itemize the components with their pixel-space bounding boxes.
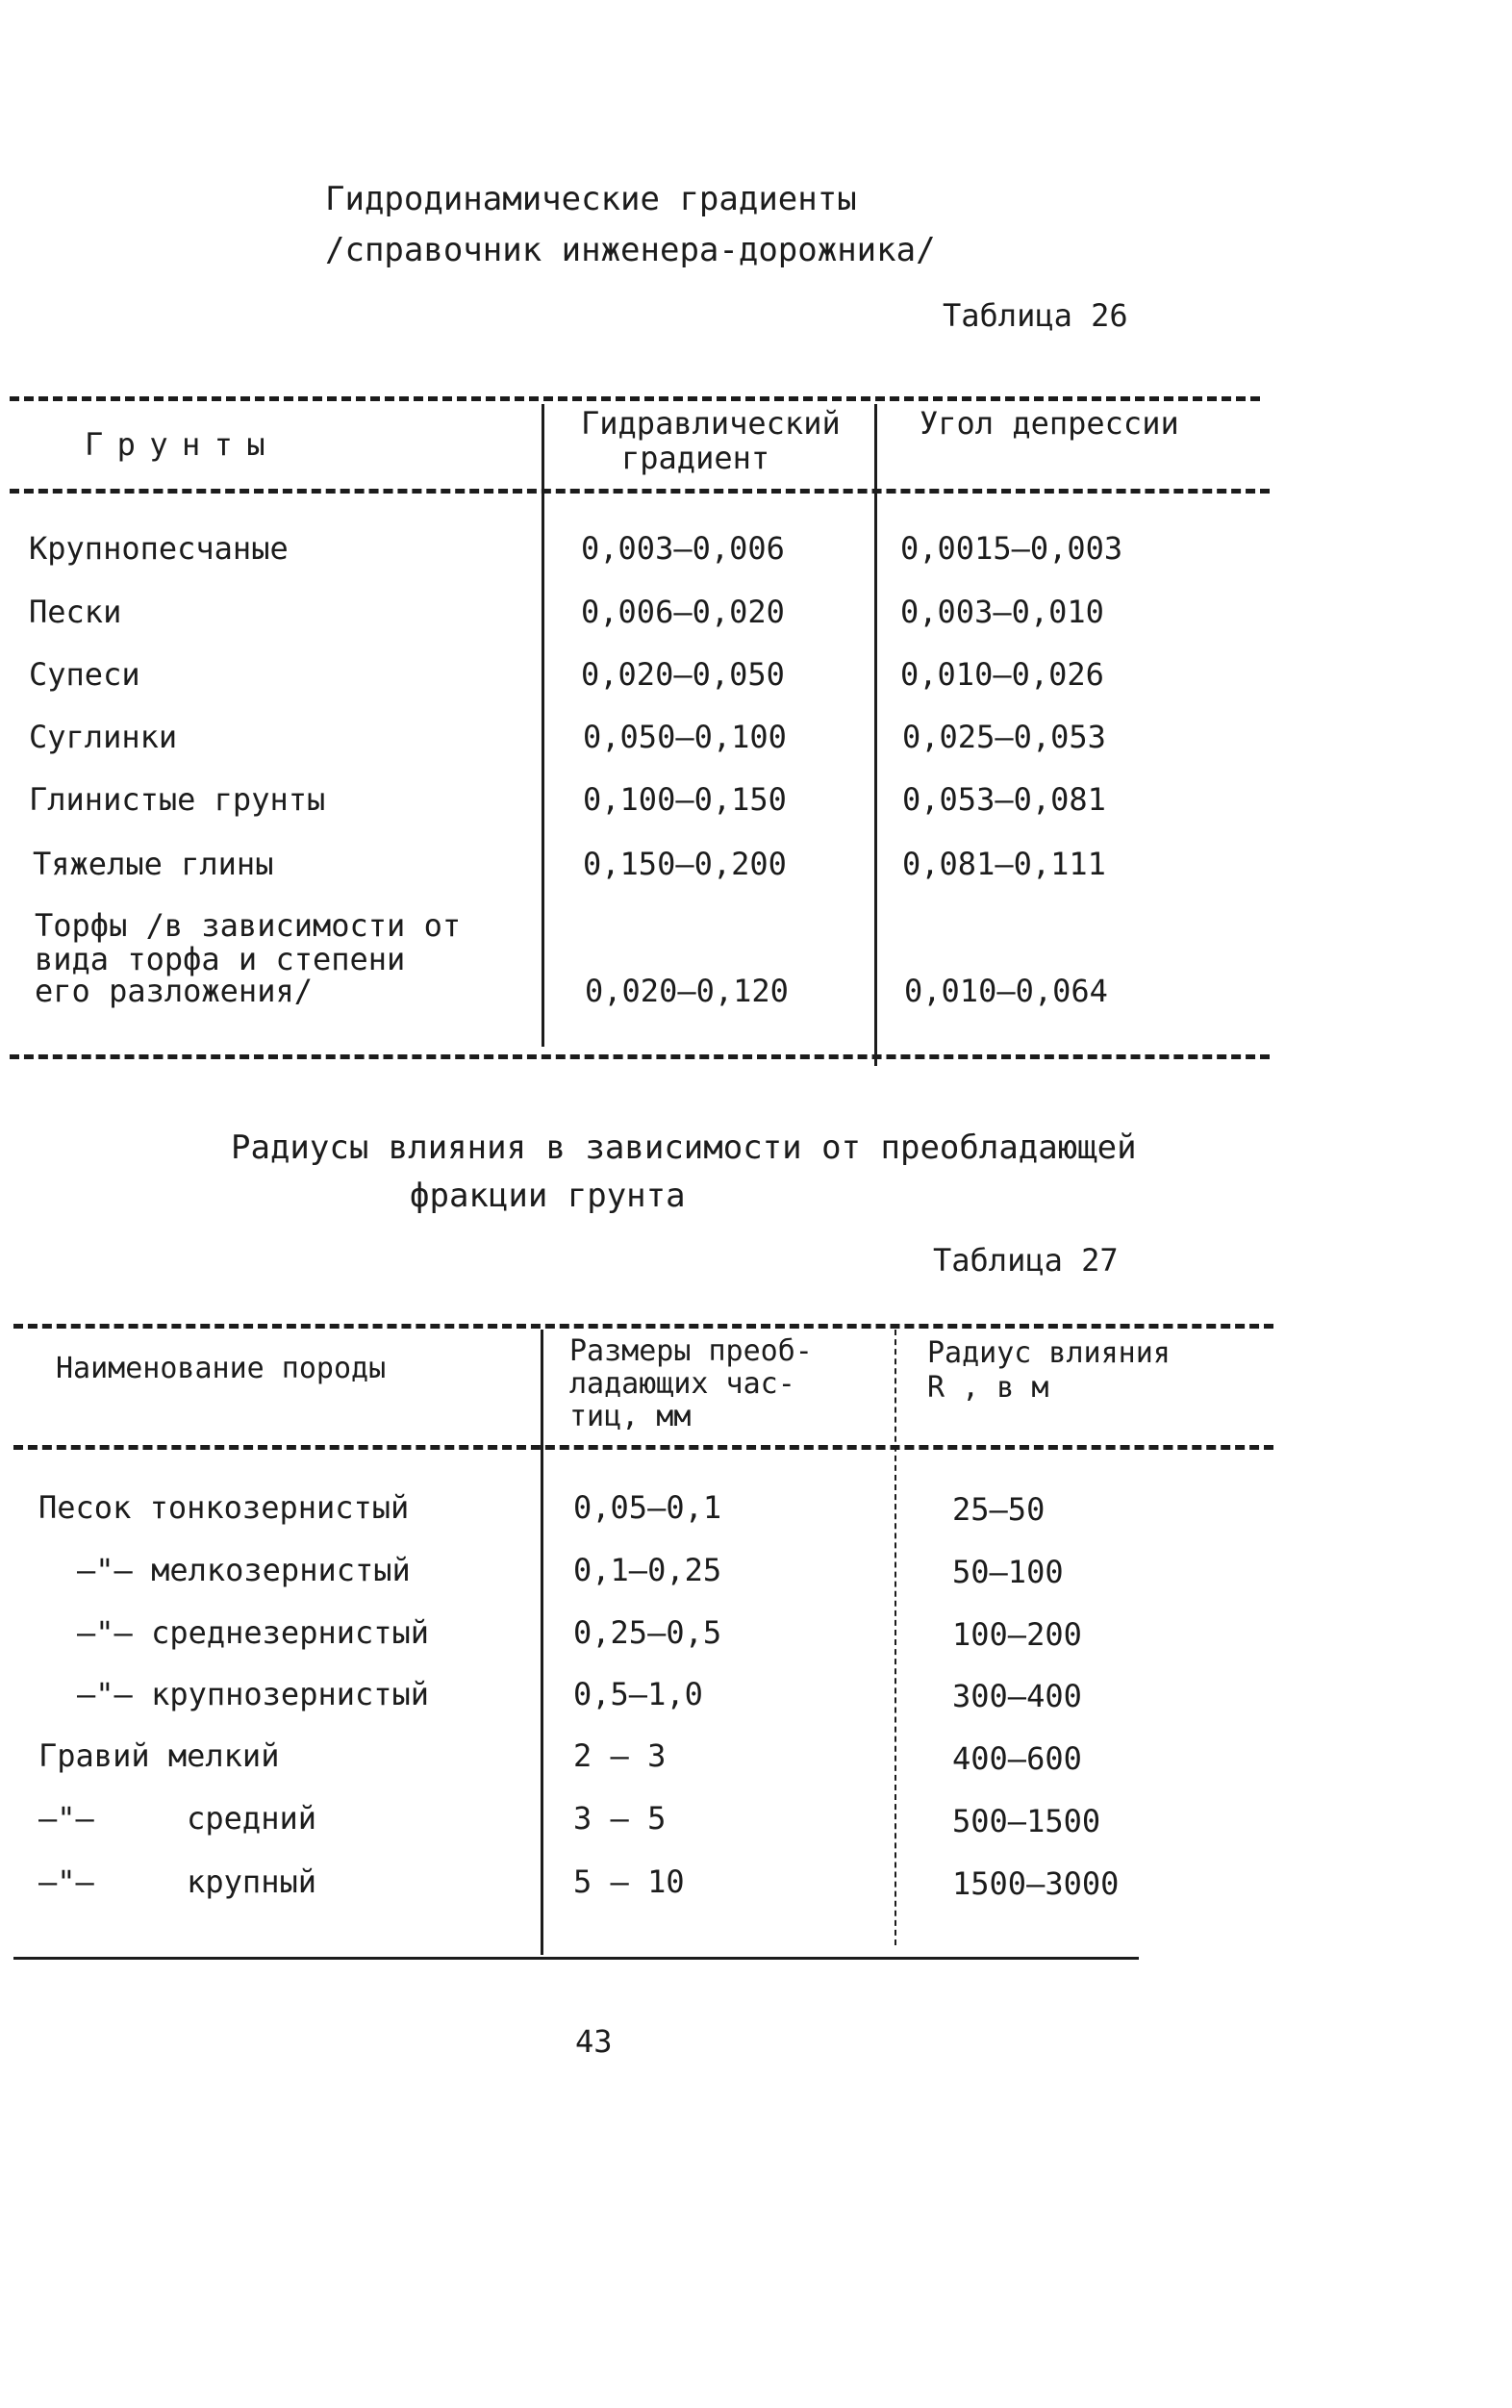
table-row: Крупнопесчаные [29,530,289,567]
table26-label: Таблица 26 [943,297,1128,334]
table-cell: 0,0015–0,003 [900,530,1123,567]
table26-header-rule [10,489,1270,494]
page-number: 43 [575,2023,613,2060]
table-row: Тяжелые глины [33,846,274,882]
table27-col-divider-1 [541,1330,543,1955]
table27-top-rule [13,1324,1273,1329]
table26-header-gradient-l1: Гидравлический [581,405,841,442]
table26-bottom-rule [10,1054,1270,1059]
table-row: Гравий мелкий [38,1737,280,1774]
table26-title-line1: Гидродинамические градиенты [325,180,857,218]
table-row: –"– крупный [38,1863,316,1900]
table27-title-line1: Радиусы влияния в зависимости от преобладающей [231,1128,1137,1167]
table-cell: 0,150–0,200 [583,846,787,882]
table27-header-name: Наименование породы [56,1352,387,1385]
table-cell: 400–600 [952,1740,1082,1777]
table-cell: 300–400 [952,1678,1082,1714]
table-row: Глинистые грунты [29,781,326,818]
table-cell: 0,003–0,010 [900,594,1104,630]
table26-col-divider-2 [874,404,877,1066]
table-cell: 0,25–0,5 [573,1614,722,1651]
table-row: –"– крупнозернистый [77,1676,430,1712]
table-cell: 2 – 3 [573,1737,667,1774]
table-cell: 0,5–1,0 [573,1676,703,1712]
table-cell: 0,010–0,064 [904,973,1108,1009]
table-cell: 0,053–0,081 [902,781,1106,818]
table27-title-line2: фракции грунта [410,1177,686,1215]
table-row: –"– среднезернистый [77,1614,430,1651]
table-cell: 1500–3000 [952,1865,1120,1902]
table-cell: 0,020–0,050 [581,656,785,693]
table-cell: 5 – 10 [573,1863,685,1900]
table-cell: 0,050–0,100 [583,719,787,755]
table26-title-line2: /справочник инженера-дорожника/ [325,231,936,269]
table-cell: 0,100–0,150 [583,781,787,818]
table-cell: 50–100 [952,1554,1064,1590]
table27-header-radius-l2: R , в м [927,1371,1049,1405]
table26-header-gradient-l2: градиент [621,440,770,476]
table26-peat-line2: вида торфа и степени [35,941,406,977]
table27-col-divider-2 [895,1330,896,1945]
table27-header-rule [13,1445,1273,1450]
table26-header-angle: Угол депрессии [920,405,1179,442]
table-cell: 500–1500 [952,1803,1101,1839]
table-cell: 0,05–0,1 [573,1489,722,1526]
table27-header-size-l1: Размеры преоб- [569,1334,813,1368]
table-row: Пески [29,594,122,630]
table-row: Супеси [29,656,140,693]
table-cell: 0,006–0,020 [581,594,785,630]
table-row: –"– средний [38,1800,316,1837]
table26-peat-line1: Торфы /в зависимости от [35,907,462,944]
table-cell: 0,081–0,111 [902,846,1106,882]
table27-header-size-l2: ладающих час- [569,1367,795,1401]
table-cell: 0,003–0,006 [581,530,785,567]
table-cell: 0,010–0,026 [900,656,1104,693]
table27-label: Таблица 27 [933,1242,1119,1279]
table-row: Суглинки [29,719,178,755]
table-cell: 0,025–0,053 [902,719,1106,755]
table-cell: 100–200 [952,1616,1082,1653]
table27-header-size-l3: тиц, мм [569,1400,692,1433]
table26-peat-line3: его разложения/ [35,973,313,1009]
table-cell: 3 – 5 [573,1800,667,1837]
table-cell: 0,1–0,25 [573,1552,722,1588]
table26-top-rule [10,396,1260,401]
table26-header-soils: Грунты [85,426,279,463]
table-cell: 0,020–0,120 [585,973,789,1009]
table-cell: 25–50 [952,1491,1046,1528]
table27-header-radius-l1: Радиус влияния [927,1336,1171,1370]
table26-col-divider-1 [542,404,544,1047]
table27-bottom-rule [13,1957,1139,1960]
table-row: –"– мелкозернистый [77,1552,411,1588]
table-row: Песок тонкозернистый [38,1489,410,1526]
